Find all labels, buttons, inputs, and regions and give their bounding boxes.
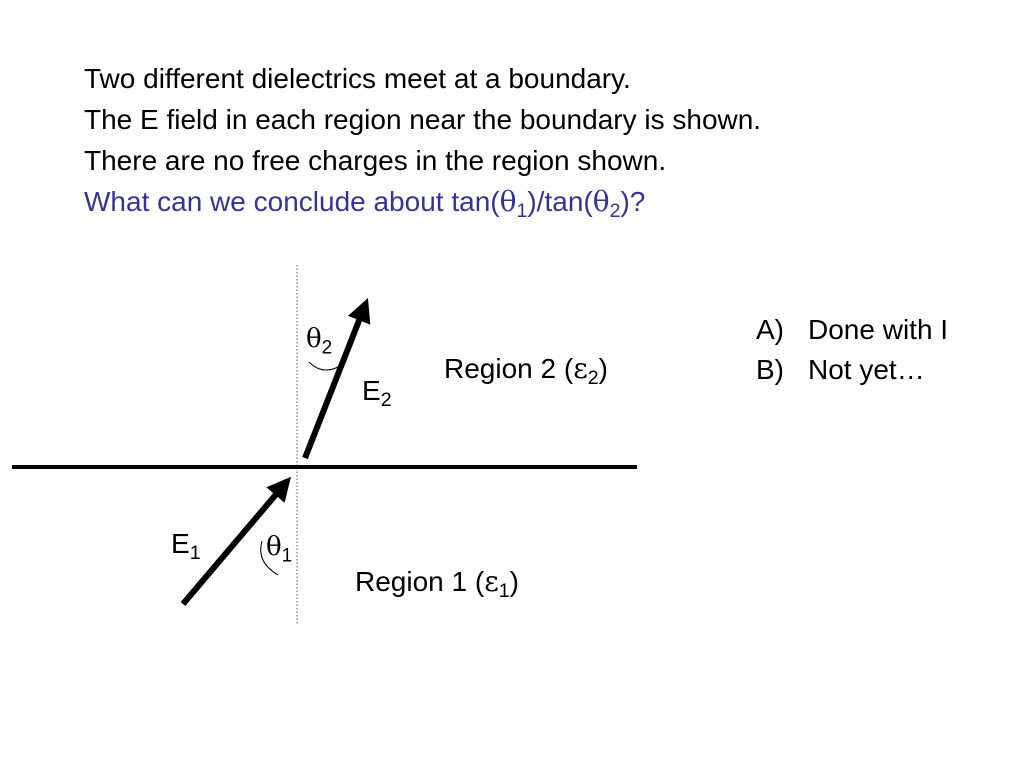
question-middle: )/tan( xyxy=(527,186,593,217)
region2-suffix: ) xyxy=(598,353,608,384)
region1-sub: 1 xyxy=(498,579,510,602)
statement-line-2: The E field in each region near the boundary is shown. xyxy=(84,104,762,135)
theta2-sub: 2 xyxy=(321,337,333,359)
region2-prefix: Region 2 ( xyxy=(444,353,574,384)
theta2-arc xyxy=(309,362,338,370)
theta1-label xyxy=(266,532,292,568)
question-suffix: )? xyxy=(620,186,646,217)
question-theta1-symbol: θ xyxy=(499,185,517,218)
e2-main: E xyxy=(362,375,381,406)
question-theta1-sub: 1 xyxy=(516,199,528,222)
e2-sub: 2 xyxy=(380,388,392,411)
option-a-text: Done with I xyxy=(808,314,949,345)
e1-main: E xyxy=(171,528,190,559)
e1-label xyxy=(171,528,201,565)
region2-epsilon: ε xyxy=(573,352,588,385)
theta1-sub: 1 xyxy=(281,545,293,567)
theta2-label xyxy=(306,324,332,360)
question-theta2-symbol: θ xyxy=(592,185,610,218)
region2-label xyxy=(444,352,608,390)
question-prefix: What can we conclude about tan( xyxy=(84,186,500,217)
statement-line-1: Two different dielectrics meet at a boundary. xyxy=(84,63,631,94)
region1-epsilon: ε xyxy=(484,565,499,598)
option-b-letter: B) xyxy=(756,354,784,385)
region1-label xyxy=(355,565,519,603)
e1-sub: 1 xyxy=(189,541,201,564)
question-theta2-sub: 2 xyxy=(609,199,621,222)
region2-sub: 2 xyxy=(587,366,599,389)
theta2-symbol: θ xyxy=(306,324,322,354)
option-b-text: Not yet… xyxy=(808,354,925,385)
option-a-letter: A) xyxy=(756,314,784,345)
answer-options xyxy=(756,310,948,390)
statement-line-3: There are no free charges in the region shown. xyxy=(84,145,667,176)
option-b[interactable] xyxy=(756,350,948,390)
theta1-symbol: θ xyxy=(266,532,282,562)
region1-prefix: Region 1 ( xyxy=(355,566,485,597)
option-a[interactable] xyxy=(756,310,948,350)
region1-suffix: ) xyxy=(509,566,519,597)
e2-label xyxy=(362,375,392,412)
